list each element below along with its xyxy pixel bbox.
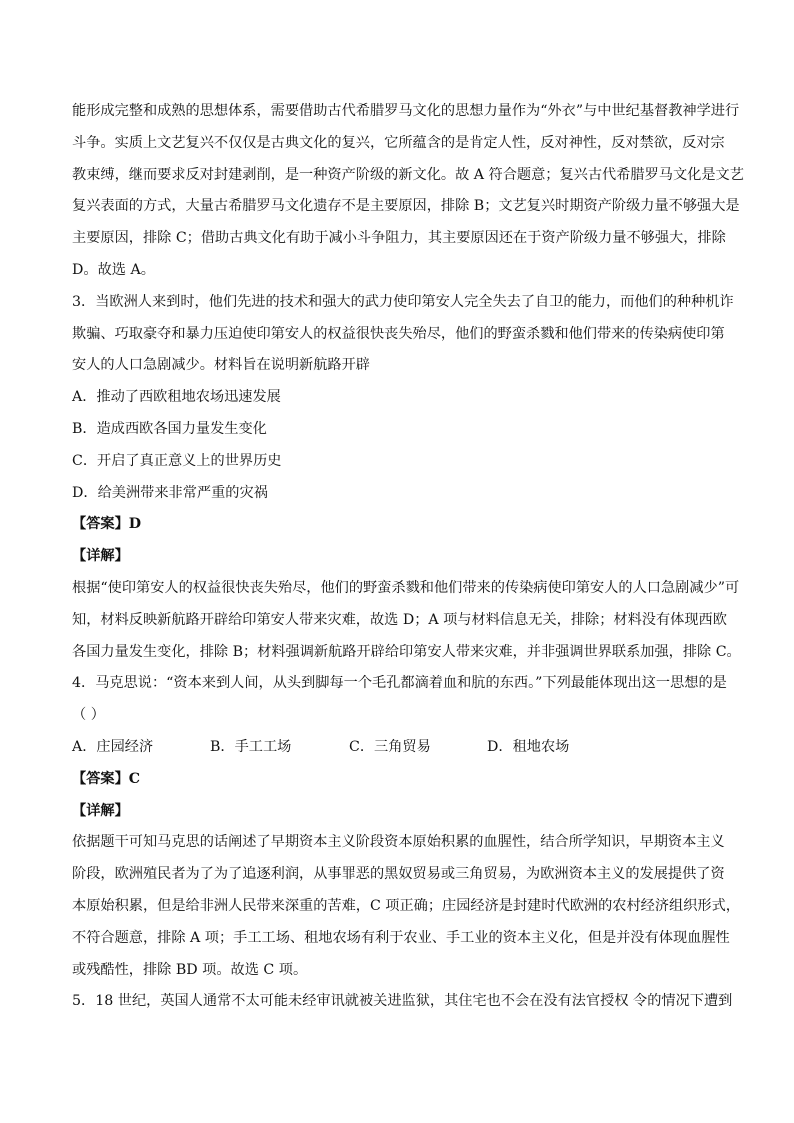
option-b: B．手工工场 <box>210 738 292 755</box>
option-d: D．给美洲带来非常严重的灾祸 <box>72 484 268 501</box>
text-line: 斗争。实质上文艺复兴不仅仅是古典文化的复兴，它所蕴含的是肯定人性，反对神性，反对禁欲，反对宗 <box>72 134 725 151</box>
detail-label: 【详解】 <box>72 548 129 565</box>
option-c: C．三角贸易 <box>349 738 431 755</box>
option-a: A．庄园经济 <box>72 738 154 755</box>
detail-line: 阶段，欧洲殖民者为了为了追逐利润，从事罪恶的黑奴贸易或三角贸易，为欧洲资本主义的发展提供了资 <box>72 866 725 883</box>
detail-line: 依据题干可知马克思的话阐述了早期资本主义阶段资本原始积累的血腥性，结合所学知识，早期资本主义 <box>72 834 725 851</box>
question-stem: 5．18 世纪，英国人通常不太可能未经审讯就被关进监狱，其住宅也不会在没有法官授权 令的情况下遭到 <box>72 993 733 1010</box>
detail-line: 或残酷性，排除 BD 项。故选 C 项。 <box>72 961 308 978</box>
text-line: 复兴表面的方式，大量古希腊罗马文化遗存不是主要原因，排除 B；文艺复兴时期资产阶级力量不够强大是 <box>72 198 740 215</box>
detail-line: 不符合题意，排除 A 项；手工工场、租地农场有利于农业、手工业的资本主义化，但是并没有体现血腥性 <box>72 929 730 946</box>
detail-line: 各国力量发生变化，排除 B；材料强调新航路开辟给印第安人带来灾难，并非强调世界联系加强，排除 C。 <box>72 643 741 660</box>
question-stem: 4．马克思说：“资本来到人间，从头到脚每一个毛孔都滴着血和肮的东西。”下列最能体现出这一思想的是 <box>72 675 727 692</box>
detail-line: 根据“使印第安人的权益很快丧失殆尽，他们的野蛮杀戮和他们带来的传染病使印第安人的人口急剧减少”可 <box>72 579 740 596</box>
answer-label: 【答案】C <box>72 770 141 787</box>
question-stem: 欺骗、巧取豪夺和暴力压迫使印第安人的权益很快丧失殆尽，他们的野蛮杀戮和他们带来的传染病使印第 <box>72 325 725 342</box>
question-stem: 安人的人口急剧减少。材料旨在说明新航路开辟 <box>72 357 370 374</box>
detail-line: 知，材料反映新航路开辟给印第安人带来灾难，故选 D；A 项与材料信息无关，排除；材料没有体现西欧 <box>72 611 727 628</box>
option-b: B．造成西欧各国力量发生变化 <box>72 420 267 437</box>
detail-label: 【详解】 <box>72 802 129 819</box>
answer-label: 【答案】D <box>72 516 142 533</box>
text-line: 能形成完整和成熟的思想体系，需要借助古代希腊罗马文化的思想力量作为“外衣”与中世纪基督教神学进行 <box>72 103 740 119</box>
option-d: D．租地农场 <box>487 738 570 755</box>
detail-line: 本原始积累，但是给非洲人民带来深重的苦难，C 项正确；庄园经济是封建时代欧洲的农村经济组织形式， <box>72 897 740 914</box>
question-3 <box>72 287 741 669</box>
question-stem: 3．当欧洲人来到时，他们先进的技术和强大的武力使印第安人完全失去了自卫的能力，而他们的种种机诈 <box>72 293 734 310</box>
text-line: 主要原因，排除 C；借助古典文化有助于减小斗争阻力，其主要原因还在于资产阶级力量不够强大，排除 <box>72 230 726 247</box>
option-a: A．推动了西欧租地农场迅速发展 <box>72 389 281 406</box>
text-line: 教束缚，继而要求反对封建剥削，是一种资产阶级的新文化。故 A 符合题意；复兴古代希腊罗马文化是文艺 <box>72 166 744 183</box>
text-line: D。故选 A。 <box>72 261 155 278</box>
options-row <box>72 732 732 764</box>
option-c: C．开启了真正意义上的世界历史 <box>72 452 282 469</box>
question-stem: （ ） <box>72 707 105 724</box>
document-page <box>72 96 744 1018</box>
question-5 <box>72 986 732 1018</box>
question-4 <box>72 668 740 986</box>
